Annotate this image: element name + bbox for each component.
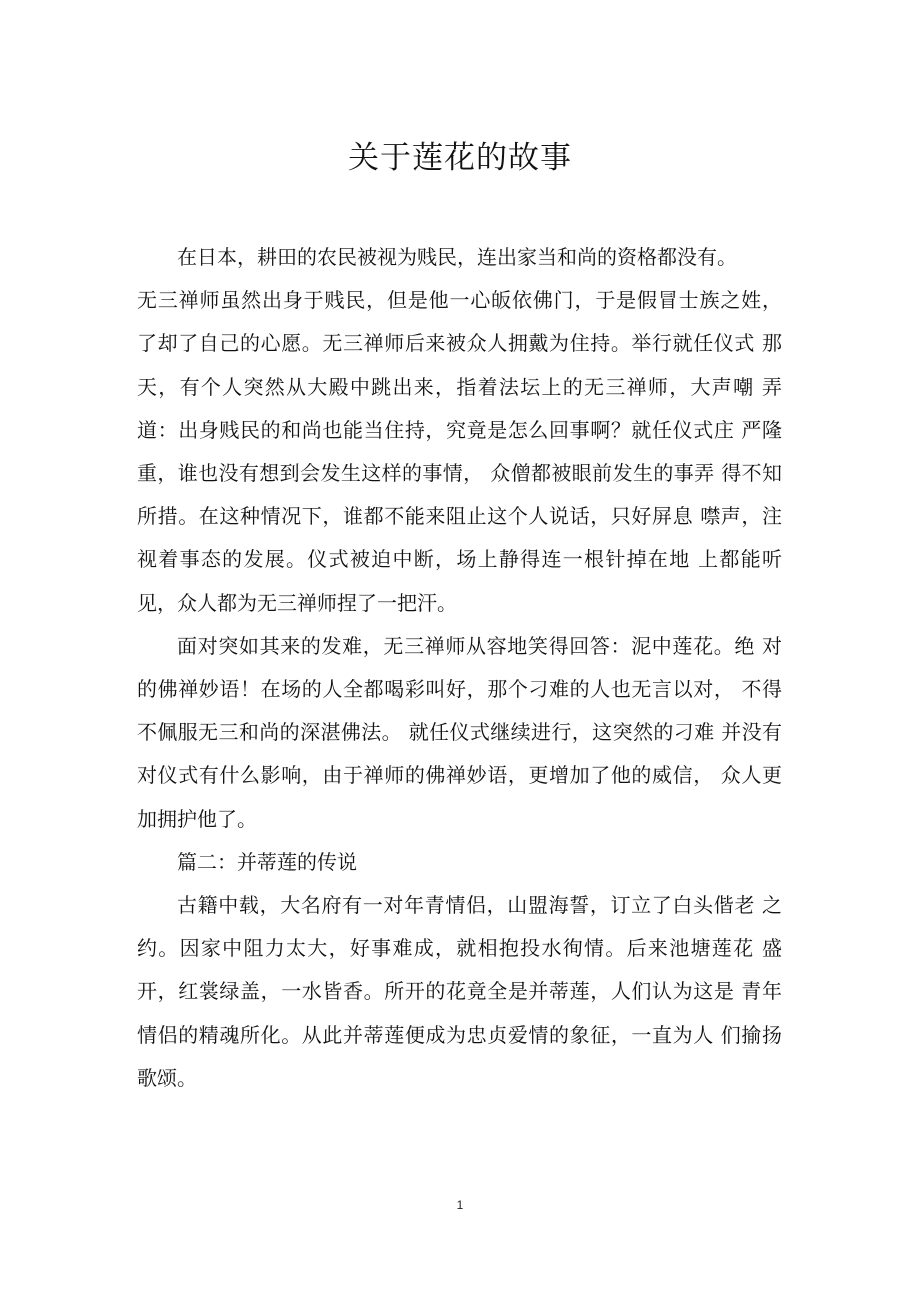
paragraph-story: 无三禅师虽然出身于贱民，但是他一心皈依佛门，于是假冒士族之姓， 了却了自己的心愿。无三禅师后来被众人拥戴为住持。举行就任仪式 那天，有个人突然从大殿中跳出来，指着法坛上的无三禅师，大声嘲 弄道：出身贱民的和尚也能当住持，究竟是怎么回事啊？就任仪式庄 严隆重，谁也没有想到会发生这样的事情， 众僧都被眼前发生的事弄 得不知所措。在这种情况下，谁都不能来阻止这个人说话，只好屏息 噤声，注视着事态的发展。仪式被迫中断，场上静得连一根针掉在地 上都能听见，众人都为无三禅师捏了一把汗。 bbox=[137, 288, 782, 615]
paragraph-legend: 古籍中载，大名府有一对年青情侣，山盟海誓，订立了白头偕老 之约。因家中阻力太大，好事难成，就相抱投水徇情。后来池塘莲花 盛开，红裳绿盖，一水皆香。所开的花竟全是并蒂莲，人们认为这是 青年情侣的精魂所化。从此并蒂莲便成为忠贞爱情的象征，一直为人 们揄扬歌颂。 bbox=[137, 893, 782, 1090]
document-body bbox=[137, 236, 782, 1100]
document-title: 关于莲花的故事 bbox=[348, 140, 572, 176]
page-number: 1 bbox=[456, 1198, 464, 1212]
paragraph-intro: 在日本，耕田的农民被视为贱民，连出家当和尚的资格都没有。 bbox=[177, 245, 737, 269]
paragraph-answer: 面对突如其来的发难，无三禅师从容地笑得回答：泥中莲花。绝 对的佛禅妙语！在场的人全都喝彩叫好，那个刁难的人也无言以对， 不得不佩服无三和尚的深湛佛法。 就任仪式继续进行，这突然的刁难 并没有对仪式有什么影响，由于禅师的佛禅妙语，更增加了他的威信， 众人更加拥护他了。 bbox=[137, 633, 782, 831]
section-heading: 篇二：并蒂莲的传说 bbox=[177, 849, 357, 874]
